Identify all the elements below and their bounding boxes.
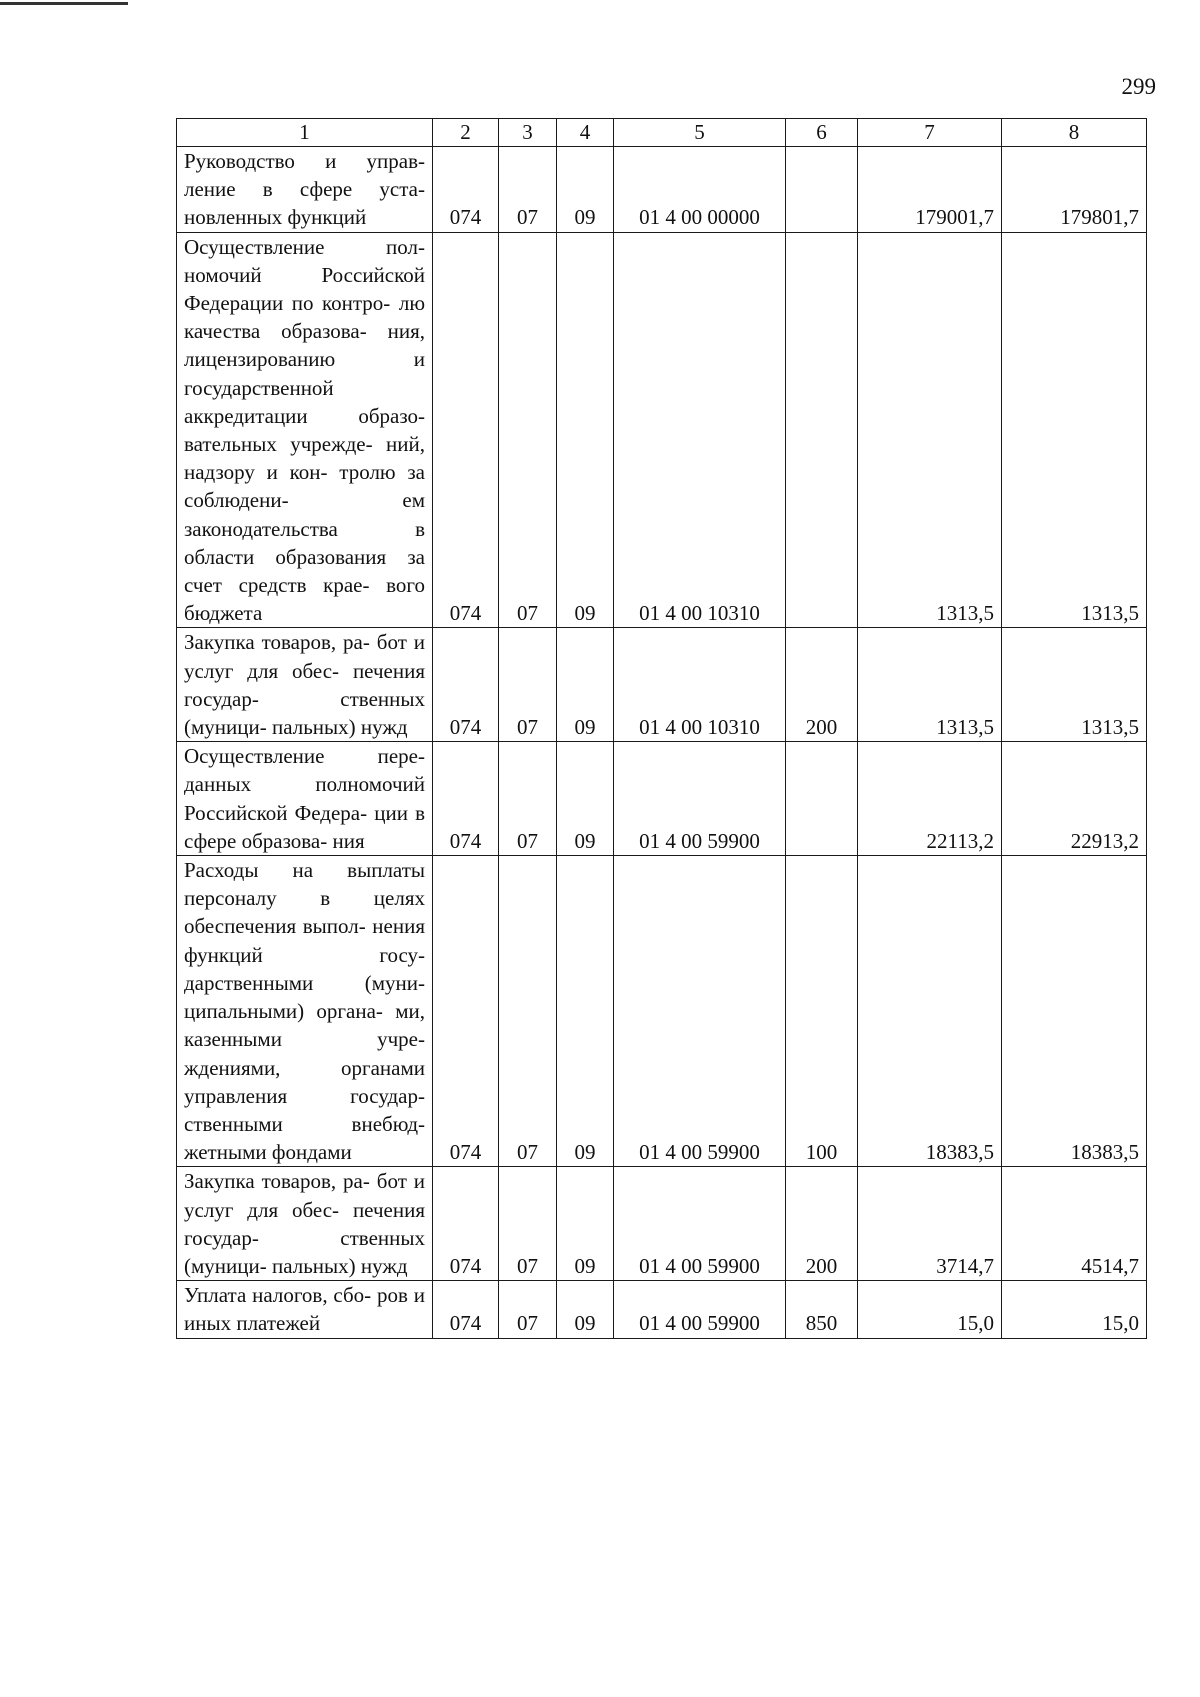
expense-type-cell: 200 (786, 1167, 858, 1281)
item-name-line: пальных) нужд (271, 715, 408, 740)
item-name-line: Расходы на выплаты (184, 858, 425, 883)
target-article-cell: 01 4 00 00000 (614, 147, 786, 233)
table-row (177, 147, 1147, 233)
item-name-line: ждениями, органами (184, 1055, 425, 1080)
item-name-cell (177, 628, 433, 742)
admin-code-cell: 074 (433, 232, 499, 628)
item-name-line: жетными фондами (184, 1140, 352, 1165)
item-name-line: Российской Федера- (184, 800, 368, 825)
item-name-line: области образования (184, 544, 387, 569)
header-row (177, 119, 1147, 147)
table-row (177, 1281, 1147, 1338)
item-name-line: ния, лицензированию (184, 319, 425, 372)
item-name-line: нения функций госу- (184, 914, 425, 967)
target-article-cell: 01 4 00 59900 (614, 742, 786, 856)
item-name-line: ципальными) органа- (184, 999, 383, 1024)
item-name-line: персоналу в целях (184, 886, 425, 911)
item-name-line: дарственными (муни- (184, 970, 425, 995)
item-name-line: ний, надзору и кон- (184, 432, 425, 485)
item-name-line: Федерации по контро- (184, 291, 391, 316)
item-name-line: аккредитации образо- (184, 403, 425, 428)
subsection-code-cell: 09 (557, 742, 614, 856)
section-code-cell: 07 (499, 232, 557, 628)
item-name-line: номочий Российской (184, 262, 425, 287)
item-name-line: ственных (муници- (184, 686, 425, 740)
amount-year1-cell: 3714,7 (858, 1167, 1002, 1281)
item-name-cell (177, 1167, 433, 1281)
item-name-line: Закупка товаров, ра- (184, 1169, 370, 1194)
item-name-line: ем законодательства в (184, 488, 425, 541)
header-cell: 4 (557, 119, 614, 147)
amount-year1-cell: 1313,5 (858, 628, 1002, 742)
item-name-line: тролю за соблюдени- (184, 460, 425, 513)
amount-year2-cell: 179801,7 (1002, 147, 1147, 233)
subsection-code-cell: 09 (557, 1281, 614, 1338)
amount-year1-cell: 18383,5 (858, 856, 1002, 1167)
expense-type-cell (786, 232, 858, 628)
section-code-cell: 07 (499, 1167, 557, 1281)
subsection-code-cell: 09 (557, 232, 614, 628)
admin-code-cell: 074 (433, 1167, 499, 1281)
item-name-line: и государственной (184, 347, 425, 400)
item-name-line: ление в сфере уста- (184, 177, 425, 202)
amount-year1-cell: 179001,7 (858, 147, 1002, 233)
expense-type-cell: 100 (786, 856, 858, 1167)
item-name-line: ции в сфере образова- (184, 800, 426, 853)
header-cell: 6 (786, 119, 858, 147)
item-name-line: ров и иных платежей (184, 1283, 426, 1336)
table-row (177, 742, 1147, 856)
item-name-line: за счет средств крае- (184, 544, 425, 598)
table-body (177, 119, 1147, 1339)
section-code-cell: 07 (499, 856, 557, 1167)
item-name-line: печения государ- (184, 1197, 425, 1250)
item-name-cell (177, 1281, 433, 1338)
item-name-line: вого бюджета (184, 573, 425, 626)
item-name-cell (177, 147, 433, 233)
top-rule (0, 2, 128, 5)
header-cell: 8 (1002, 119, 1147, 147)
header-cell: 1 (177, 119, 433, 147)
amount-year1-cell: 1313,5 (858, 232, 1002, 628)
header-cell: 3 (499, 119, 557, 147)
page-number: 299 (1121, 74, 1156, 99)
section-code-cell: 07 (499, 628, 557, 742)
item-name-line: ственных (муници- (184, 1225, 425, 1278)
item-name-line: новленных функций (184, 205, 367, 230)
item-name-line: ми, казенными учре- (184, 999, 425, 1052)
target-article-cell: 01 4 00 10310 (614, 232, 786, 628)
item-name-line: Осуществление пол- (184, 234, 425, 259)
section-code-cell: 07 (499, 147, 557, 233)
subsection-code-cell: 09 (557, 628, 614, 742)
amount-year2-cell: 1313,5 (1002, 232, 1147, 628)
table-row (177, 628, 1147, 742)
item-name-line: данных полномочий (184, 772, 425, 797)
item-name-line: бот и услуг для обес- (184, 1169, 426, 1222)
item-name-line: Осуществление пере- (184, 744, 425, 769)
table-row (177, 232, 1147, 628)
header-cell: 5 (614, 119, 786, 147)
item-name-line: Уплата налогов, сбо- (184, 1283, 372, 1308)
target-article-cell: 01 4 00 59900 (614, 856, 786, 1167)
admin-code-cell: 074 (433, 147, 499, 233)
subsection-code-cell: 09 (557, 856, 614, 1167)
item-name-cell (177, 742, 433, 856)
item-name-line: лю качества образова- (184, 291, 426, 344)
item-name-line: Закупка товаров, ра- (184, 630, 370, 655)
admin-code-cell: 074 (433, 628, 499, 742)
expense-type-cell (786, 147, 858, 233)
item-name-line: Руководство и управ- (184, 149, 425, 173)
amount-year2-cell: 15,0 (1002, 1281, 1147, 1338)
budget-table (176, 118, 1147, 1339)
table-row (177, 1167, 1147, 1281)
item-name-cell (177, 232, 433, 628)
amount-year2-cell: 4514,7 (1002, 1167, 1147, 1281)
expense-type-cell (786, 742, 858, 856)
section-code-cell: 07 (499, 742, 557, 856)
amount-year1-cell: 15,0 (858, 1281, 1002, 1338)
item-name-line: ственными внебюд- (184, 1111, 425, 1136)
amount-year2-cell: 18383,5 (1002, 856, 1147, 1167)
amount-year2-cell: 1313,5 (1002, 628, 1147, 742)
item-name-line: вательных учрежде- (184, 432, 373, 457)
item-name-cell (177, 856, 433, 1167)
table-row (177, 856, 1147, 1167)
amount-year2-cell: 22913,2 (1002, 742, 1147, 856)
admin-code-cell: 074 (433, 1281, 499, 1338)
item-name-line: пальных) нужд (271, 1253, 408, 1278)
item-name-line: бот и услуг для обес- (184, 630, 426, 683)
header-cell: 7 (858, 119, 1002, 147)
expense-type-cell: 200 (786, 628, 858, 742)
item-name-line: печения государ- (184, 658, 425, 711)
admin-code-cell: 074 (433, 742, 499, 856)
item-name-line: обеспечения выпол- (184, 914, 366, 939)
item-name-line: управления государ- (184, 1083, 425, 1108)
target-article-cell: 01 4 00 59900 (614, 1281, 786, 1338)
target-article-cell: 01 4 00 10310 (614, 628, 786, 742)
amount-year1-cell: 22113,2 (858, 742, 1002, 856)
header-cell: 2 (433, 119, 499, 147)
section-code-cell: 07 (499, 1281, 557, 1338)
admin-code-cell: 074 (433, 856, 499, 1167)
target-article-cell: 01 4 00 59900 (614, 1167, 786, 1281)
expense-type-cell: 850 (786, 1281, 858, 1338)
subsection-code-cell: 09 (557, 147, 614, 233)
item-name-line: ния (332, 828, 365, 853)
subsection-code-cell: 09 (557, 1167, 614, 1281)
